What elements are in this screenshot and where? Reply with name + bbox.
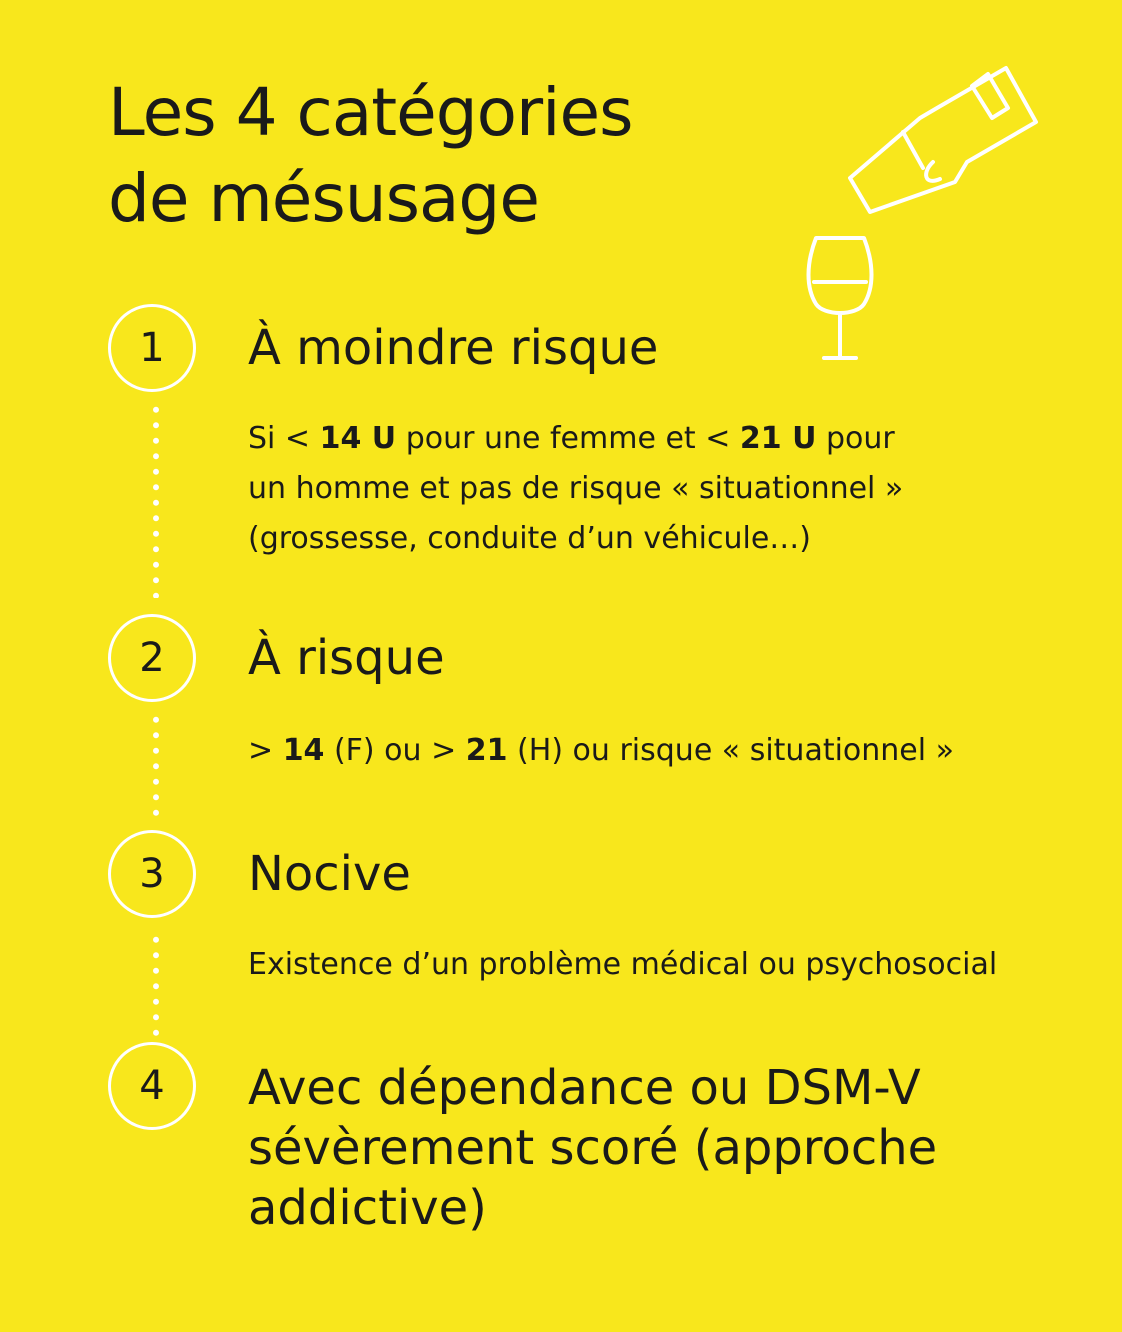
title-line-1: Les 4 catégories [108,74,633,151]
step-description-1-line-1: Si < 14 U pour une femme et < 21 U pour [248,421,895,456]
step-title-4 [248,1058,1008,1238]
title-line-2: de mésusage [108,160,539,237]
step-number-2: 2 [108,614,196,702]
step-description-3: Existence d’un problème médical ou psychosocial [248,947,998,982]
step-description-1-line-3: (grossesse, conduite d’un véhicule…) [248,521,811,556]
step-description-1 [248,414,903,564]
step-number-1: 1 [108,304,196,392]
step-description-1-line-2: un homme et pas de risque « situationnel » [248,471,904,506]
step-title-4-line-2: sévèrement scoré (approche [248,1120,938,1176]
wine-glass-icon [809,238,872,358]
step-description-2: > 14 (F) ou > 21 (H) ou risque « situationnel » [248,733,954,768]
page-title [108,70,633,242]
connector-dots-1-2 [150,402,162,598]
step-title-4-line-3: addictive) [248,1180,487,1236]
wine-bottle-icon [850,68,1036,212]
connector-dots-2-3 [150,712,162,822]
step-number-4: 4 [108,1042,196,1130]
wine-bottle-pouring-into-glass-icon [800,52,1050,372]
step-title-2: À risque [248,630,445,686]
step-title-1: À moindre risque [248,320,659,376]
step-title-3: Nocive [248,846,411,902]
step-title-4-line-1: Avec dépendance ou DSM-V [248,1060,921,1116]
connector-dots-3-4 [150,932,162,1044]
step-number-3: 3 [108,830,196,918]
